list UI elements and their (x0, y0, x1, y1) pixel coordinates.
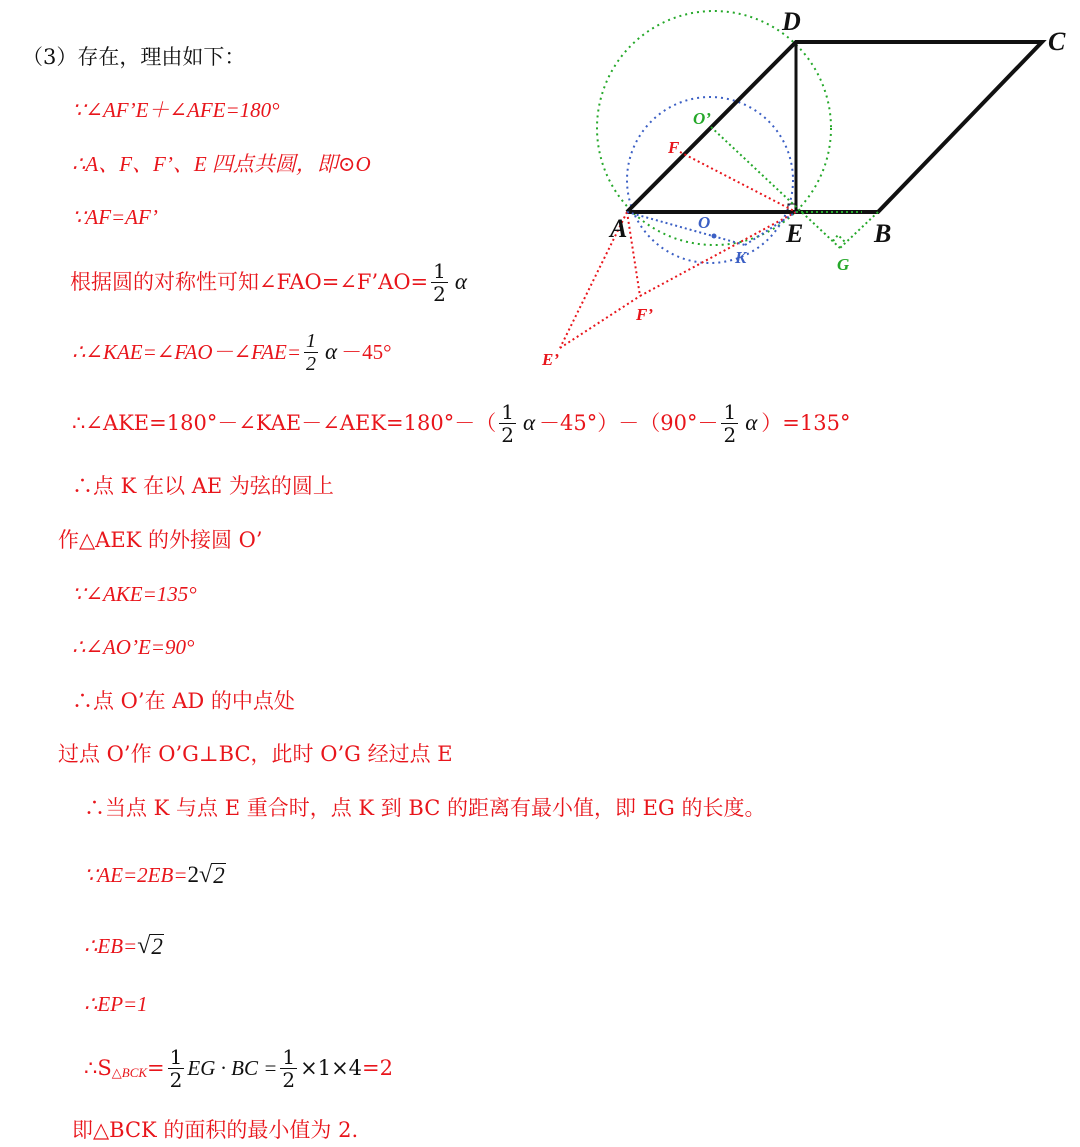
step-circumcircle: 作△AEK 的外接圆 O’ (58, 528, 263, 552)
label-d: D (782, 7, 801, 36)
area-eq: = (147, 1056, 165, 1080)
alpha-symbol: α (522, 410, 536, 435)
step-angle-sum: ∵∠AF’E＋∠AFE=180° (72, 98, 280, 122)
step-ep-value: ∴EP=1 (84, 992, 148, 1016)
step-af-equal: ∵AF=AF’ (72, 205, 158, 229)
label-o: O (698, 213, 711, 232)
label-c: C (1048, 27, 1066, 56)
label-g: G (837, 255, 850, 274)
step-eb-text: ∴EB= (84, 934, 138, 958)
step-ake-a: ∴∠AKE=180°－∠KAE－∠AEK=180°－（ (72, 411, 497, 435)
step-min-distance: ∴当点 K 与点 E 重合时，点 K 到 BC 的距离有最小值，即 EG 的长度。 (84, 796, 766, 820)
half-fraction: $\frac{1}{2}$ (433, 258, 446, 306)
step-eb-value (84, 929, 164, 963)
alpha-symbol: α (325, 339, 338, 364)
step-kae (72, 322, 392, 382)
sqrt-expression: 2 √ 2 (187, 862, 225, 888)
area-s: ∴S (84, 1056, 112, 1080)
sqrt-expression: √ 2 (137, 933, 163, 959)
step-conclusion: 即△BCK 的面积的最小值为 2. (72, 1118, 359, 1142)
label-e: E (786, 219, 804, 248)
step-ae-value (84, 858, 226, 892)
step-area (84, 1038, 393, 1098)
half-fraction: $\frac{1}{2}$ (501, 399, 514, 447)
label-o-prime: O’ (693, 109, 711, 128)
label-b: B (874, 219, 892, 248)
area-subscript: △BCK (111, 1065, 148, 1080)
step-ake-135: ∵∠AKE=135° (72, 582, 197, 606)
step-ake-c: ）=135° (761, 411, 851, 435)
half-fraction: $\frac{1}{2}$ (306, 329, 317, 375)
step-kae-text: ∴∠KAE=∠FAO－∠FAE= (72, 340, 302, 364)
area-mid: EG · BC = (187, 1056, 278, 1080)
half-fraction: $\frac{1}{2}$ (723, 399, 737, 447)
label-a: A (610, 214, 628, 243)
step-ake (72, 393, 850, 453)
step-k-on-circle: ∴点 K 在以 AE 为弦的圆上 (72, 474, 334, 498)
step-ake-b: －45°）－（90°－ (539, 411, 719, 435)
half-fraction: $\frac{1}{2}$ (282, 1044, 296, 1092)
alpha-symbol: α (745, 410, 758, 435)
step-perpendicular: 过点 O’作 O’G⊥BC，此时 O’G 经过点 E (58, 742, 453, 766)
step-ae-text: ∵AE=2EB= (84, 863, 188, 887)
step-kae-tail: －45° (341, 340, 392, 364)
label-e-prime: E’ (542, 350, 559, 369)
step-concyclic: ∴A、F、F’、E 四点共圆，即⊙O (72, 152, 371, 176)
label-f-prime: F’ (636, 305, 653, 324)
step-aoe-90: ∴∠AO’E=90° (72, 635, 195, 659)
step-midpoint: ∴点 O’在 AD 的中点处 (72, 689, 295, 713)
area-tail: ×1×4 (300, 1056, 363, 1080)
half-fraction: $\frac{1}{2}$ (169, 1044, 183, 1092)
step-symmetry (70, 252, 471, 312)
parallelogram-abcd (627, 42, 1042, 212)
alpha-symbol: α (454, 269, 467, 294)
area-result: =2 (362, 1056, 393, 1080)
label-f: F (668, 138, 680, 157)
red-construction (560, 152, 796, 348)
geometry-figure (530, 0, 1080, 380)
solution-heading: （3）存在，理由如下： (22, 45, 246, 69)
label-k: K (735, 248, 747, 267)
step-symmetry-text: 根据圆的对称性可知∠FAO=∠F’AO= (70, 270, 429, 294)
point-o (712, 234, 717, 239)
